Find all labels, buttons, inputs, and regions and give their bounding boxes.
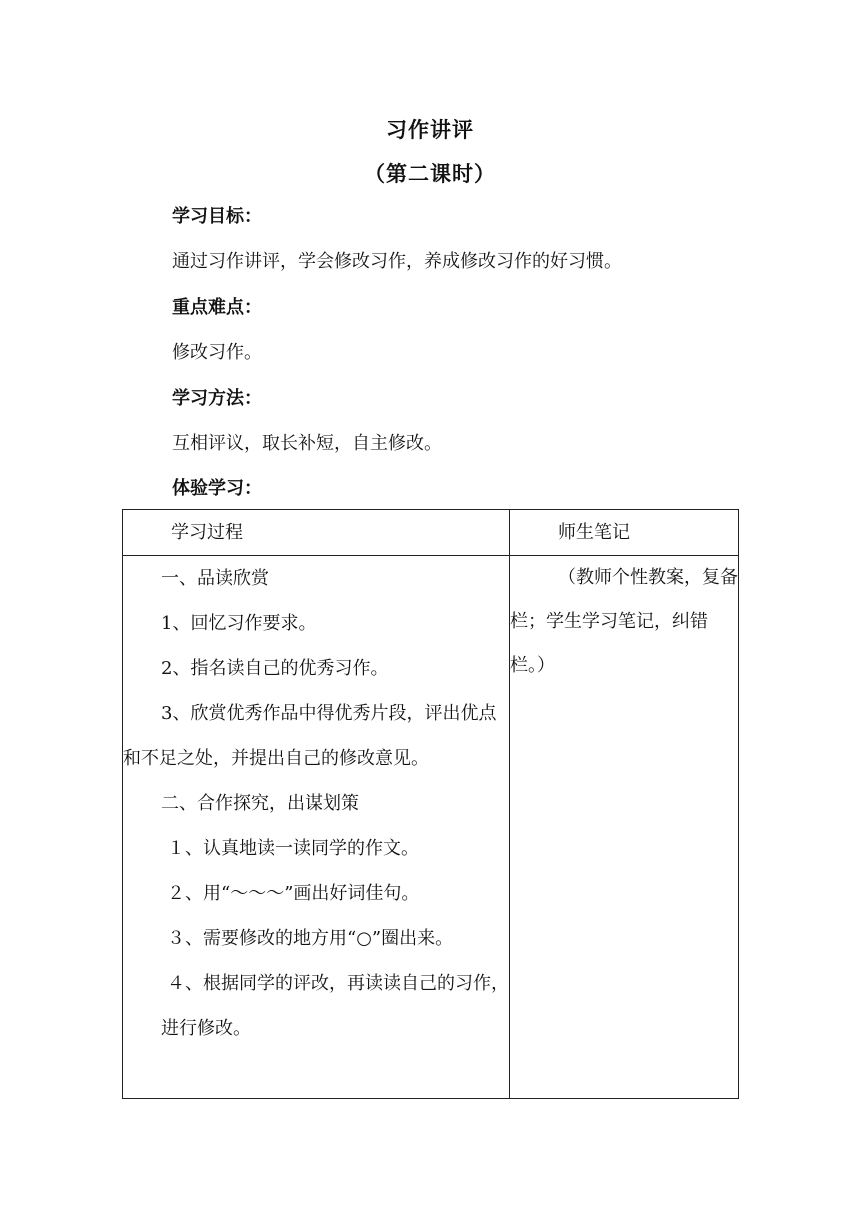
table-header-row xyxy=(123,510,739,556)
process-item: 2、指名读自己的优秀习作。 xyxy=(161,658,389,679)
process-item: １、认真地读一读同学的作文。 xyxy=(167,838,419,859)
method-heading: 学习方法： xyxy=(172,388,262,409)
goal-text: 通过习作讲评，学会修改习作，养成修改习作的好习惯。 xyxy=(172,251,622,272)
process-column-header: 学习过程 xyxy=(123,510,510,556)
learning-plan-table xyxy=(122,509,739,1099)
process-item: 3、欣赏优秀作品中得优秀片段，评出优点和不足之处，并提出自己的修改意见。 xyxy=(123,703,497,769)
method-text: 互相评议，取长补短，自主修改。 xyxy=(172,433,442,454)
process-cell xyxy=(123,556,510,1099)
notes-cell: （教师个性教案，复备栏；学生学习笔记，纠错栏。） xyxy=(510,556,739,1099)
goal-heading: 学习目标： xyxy=(172,206,262,227)
key-text: 修改习作。 xyxy=(172,342,262,363)
process-item: 进行修改。 xyxy=(161,1018,251,1039)
process-item: ４、根据同学的评改，再读读自己的习作， xyxy=(167,973,509,994)
notes-column-header: 师生笔记 xyxy=(510,510,739,556)
experience-heading: 体验学习： xyxy=(172,478,262,499)
table-body-row xyxy=(123,556,739,1099)
document-title: 习作讲评 xyxy=(386,118,474,142)
document-subtitle: （第二课时） xyxy=(364,162,496,186)
process-item: 一、品读欣赏 xyxy=(161,568,269,589)
key-heading: 重点难点： xyxy=(172,297,262,318)
process-item: 二、合作探究，出谋划策 xyxy=(161,793,359,814)
process-item: ２、用“～～～”画出好词佳句。 xyxy=(167,883,420,904)
process-item: 1、回忆习作要求。 xyxy=(161,613,317,634)
process-item: ３、需要修改的地方用“○”圈出来。 xyxy=(167,928,454,949)
